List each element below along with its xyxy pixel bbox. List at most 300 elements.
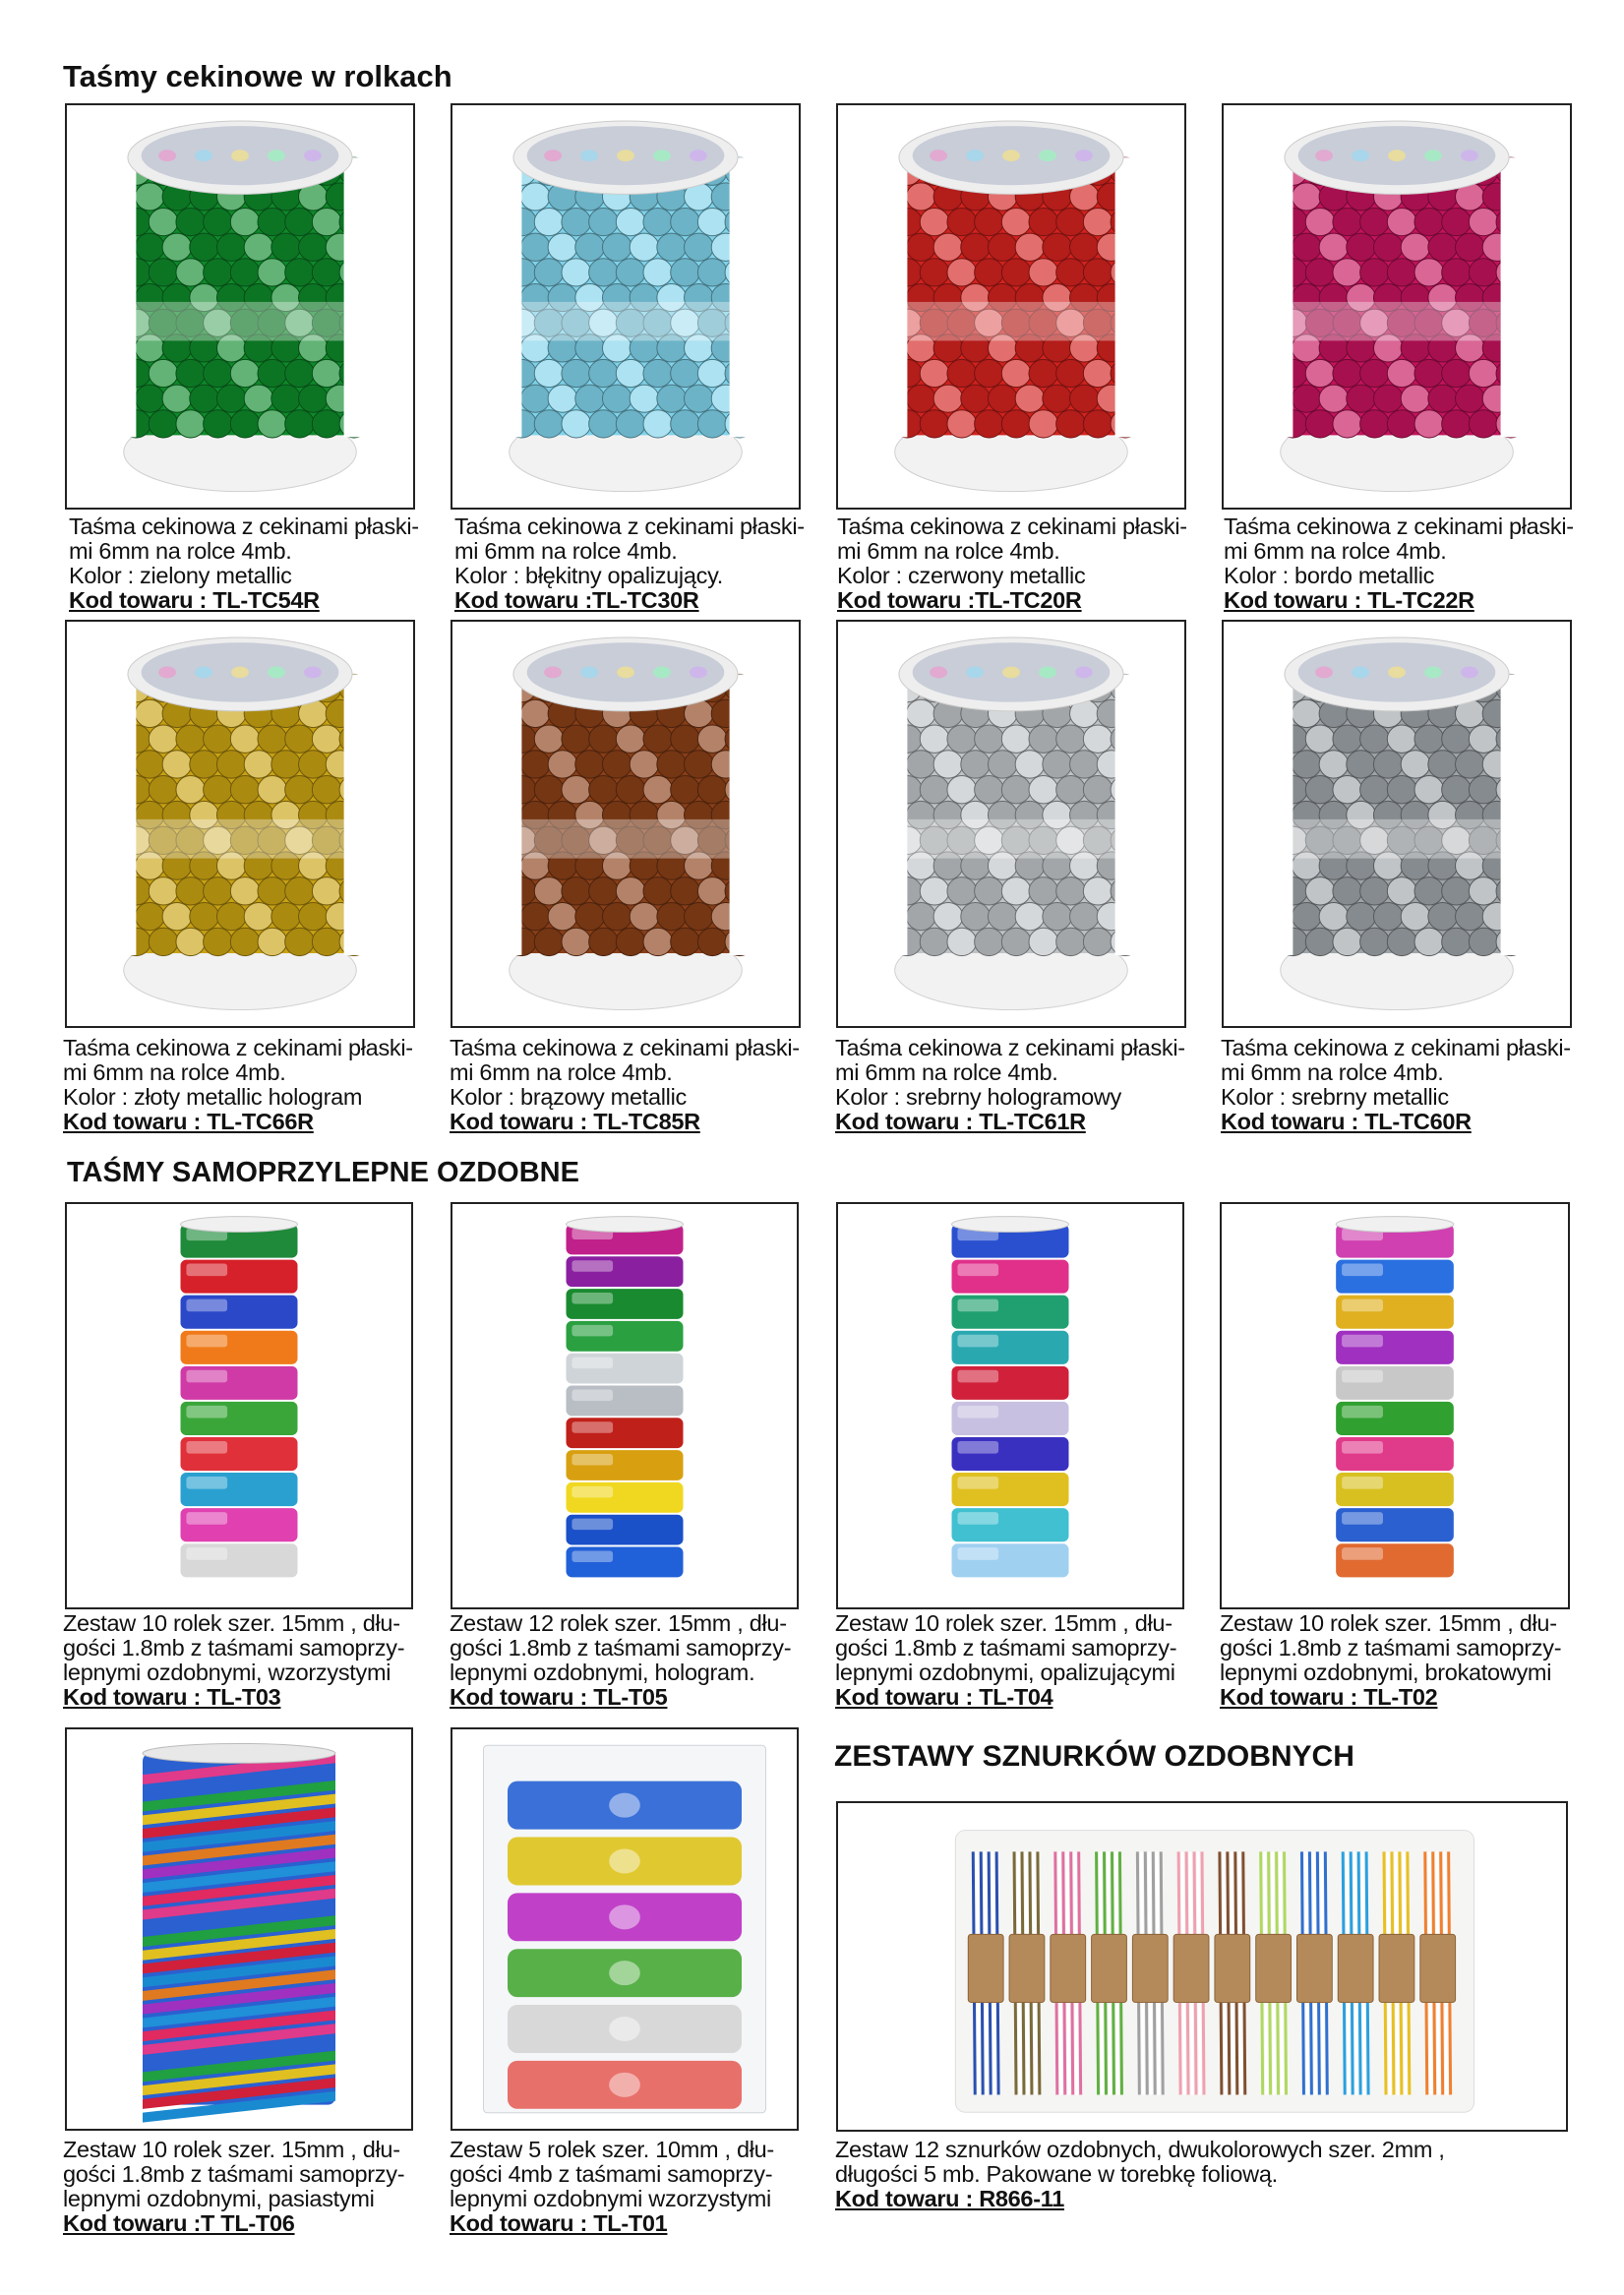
cardboard-spool bbox=[968, 1934, 1003, 2002]
sequin bbox=[671, 776, 700, 804]
sequin bbox=[671, 725, 700, 753]
product-photo bbox=[1220, 1202, 1570, 1609]
sequin bbox=[906, 233, 935, 261]
holo-spot bbox=[544, 667, 562, 679]
sequin bbox=[602, 751, 632, 778]
tube-cap bbox=[567, 1217, 684, 1233]
sequin bbox=[1305, 725, 1335, 753]
sequin bbox=[258, 928, 287, 955]
sequin bbox=[1043, 385, 1072, 412]
sequin bbox=[562, 359, 591, 387]
sequin bbox=[534, 410, 564, 438]
sequin bbox=[933, 751, 963, 778]
tape-pattern bbox=[609, 1904, 640, 1929]
holo-spot bbox=[617, 667, 634, 679]
sequin bbox=[1469, 359, 1498, 387]
sequin bbox=[285, 259, 315, 286]
sequin bbox=[162, 233, 192, 261]
sequin bbox=[1070, 233, 1100, 261]
sequin bbox=[630, 902, 659, 930]
cardboard-spool bbox=[1296, 1934, 1332, 2002]
sequin bbox=[657, 233, 687, 261]
sequin bbox=[685, 751, 714, 778]
tape-shine bbox=[1342, 1547, 1383, 1560]
string-skein bbox=[1420, 1851, 1456, 2094]
sequin bbox=[685, 385, 714, 412]
sequin bbox=[1083, 359, 1113, 387]
sequin bbox=[548, 902, 577, 930]
sequin bbox=[602, 902, 632, 930]
product-caption bbox=[835, 1611, 1176, 1710]
sequin bbox=[176, 359, 206, 387]
caption-line: mi 6mm na rolce 4mb. bbox=[69, 538, 292, 564]
film-band bbox=[136, 302, 343, 341]
tape-shine bbox=[571, 1421, 613, 1432]
tape-rolls-illustration bbox=[143, 1743, 335, 2122]
sequin bbox=[697, 725, 727, 753]
sequin bbox=[616, 776, 645, 804]
holo-spot bbox=[930, 667, 947, 679]
sequin bbox=[947, 928, 977, 955]
sequin-spool-illustration bbox=[452, 637, 799, 1010]
sequin bbox=[285, 928, 315, 955]
sequin bbox=[190, 233, 219, 261]
tape-shine bbox=[186, 1264, 227, 1277]
sequin bbox=[520, 699, 550, 727]
sequin bbox=[1001, 776, 1031, 804]
holo-spot bbox=[1352, 150, 1369, 161]
product-code: Kod towaru : TL-TC61R bbox=[835, 1109, 1086, 1134]
string-skein bbox=[1009, 1851, 1045, 2094]
sequin bbox=[947, 410, 977, 438]
caption-line: mi 6mm na rolce 4mb. bbox=[1221, 1059, 1444, 1085]
holo-spot bbox=[1388, 150, 1406, 161]
sequin bbox=[534, 928, 564, 955]
holo-spot bbox=[304, 667, 322, 679]
sequin bbox=[643, 359, 673, 387]
sequin bbox=[1414, 208, 1444, 235]
sequin bbox=[697, 410, 727, 438]
tape-shine bbox=[186, 1299, 227, 1312]
caption-line: Taśma cekinowa z cekinami płaski- bbox=[69, 513, 419, 539]
film-band bbox=[136, 819, 343, 859]
sequin bbox=[1292, 699, 1321, 727]
tube-cap bbox=[1336, 1217, 1454, 1233]
caption-line: Kolor : bordo metallic bbox=[1224, 563, 1435, 588]
holo-spot bbox=[304, 150, 322, 161]
tape-shine bbox=[1342, 1335, 1383, 1348]
sequin bbox=[1347, 385, 1376, 412]
product-caption bbox=[450, 2138, 774, 2236]
sequin bbox=[149, 725, 178, 753]
holo-spot bbox=[1315, 150, 1333, 161]
sequin bbox=[1456, 751, 1485, 778]
sequin bbox=[230, 359, 260, 387]
tape-shine bbox=[957, 1299, 998, 1312]
caption-line: lepnymi ozdobnymi, brokatowymi bbox=[1220, 1660, 1552, 1685]
string-skeins-illustration bbox=[955, 1831, 1474, 2113]
caption-line: gości 4mb z taśmami samoprzy- bbox=[450, 2161, 773, 2187]
sequin bbox=[975, 259, 1004, 286]
sequin bbox=[548, 751, 577, 778]
product-code: Kod towaru : TL-T03 bbox=[63, 1684, 281, 1710]
sequin bbox=[1333, 259, 1362, 286]
sequin bbox=[1428, 233, 1458, 261]
sequin bbox=[149, 359, 178, 387]
caption-line: lepnymi ozdobnymi wzorzystymi bbox=[450, 2186, 771, 2211]
sequin bbox=[176, 725, 206, 753]
caption-line: długości 5 mb. Pakowane w torebkę foliową. bbox=[835, 2161, 1278, 2187]
sequin bbox=[1469, 725, 1498, 753]
tape-shine bbox=[571, 1519, 613, 1530]
sequin bbox=[534, 359, 564, 387]
sequin bbox=[1001, 208, 1031, 235]
sequin bbox=[947, 259, 977, 286]
sequin bbox=[285, 776, 315, 804]
sequin bbox=[1360, 359, 1390, 387]
sequin bbox=[204, 725, 233, 753]
product-code: Kod towaru :TL-TC20R bbox=[837, 587, 1082, 613]
sequin bbox=[589, 259, 619, 286]
caption-line: gości 1.8mb z taśmami samoprzy- bbox=[835, 1635, 1177, 1661]
sequin bbox=[1001, 410, 1031, 438]
sequin bbox=[1387, 725, 1416, 753]
sequin bbox=[230, 208, 260, 235]
sequin bbox=[1414, 928, 1444, 955]
sequin bbox=[312, 877, 341, 905]
sequin bbox=[271, 902, 301, 930]
tape-shine bbox=[1342, 1406, 1383, 1419]
sequin bbox=[697, 259, 727, 286]
sequin bbox=[602, 385, 632, 412]
sequin bbox=[961, 233, 991, 261]
product-photo bbox=[836, 103, 1186, 510]
tape-shine bbox=[186, 1477, 227, 1489]
sequin bbox=[1414, 359, 1444, 387]
caption-line: lepnymi ozdobnymi, pasiastymi bbox=[63, 2186, 375, 2211]
sequin-spool-illustration bbox=[67, 637, 413, 1010]
sequin bbox=[1360, 877, 1390, 905]
sequin bbox=[1083, 725, 1113, 753]
sequin bbox=[135, 233, 164, 261]
sequin bbox=[1456, 233, 1485, 261]
product-code: Kod towaru : TL-TC85R bbox=[450, 1109, 700, 1134]
film-band bbox=[1293, 302, 1500, 341]
string-skein bbox=[968, 1851, 1003, 2094]
sequin bbox=[1056, 877, 1086, 905]
product-code: Kod towaru : TL-T04 bbox=[835, 1684, 1053, 1710]
sequin bbox=[312, 259, 341, 286]
sequin bbox=[1029, 725, 1058, 753]
sequin bbox=[1292, 751, 1321, 778]
sequin bbox=[216, 902, 246, 930]
product-code: Kod towaru :T TL-T06 bbox=[63, 2210, 295, 2236]
sequin bbox=[204, 410, 233, 438]
sequin bbox=[1469, 208, 1498, 235]
sequin bbox=[299, 902, 329, 930]
caption-line: Taśma cekinowa z cekinami płaski- bbox=[837, 513, 1187, 539]
sequin bbox=[258, 776, 287, 804]
product-photo bbox=[451, 1202, 799, 1609]
sequin bbox=[906, 902, 935, 930]
sequin bbox=[975, 208, 1004, 235]
caption-line: gości 1.8mb z taśmami samoprzy- bbox=[63, 2161, 405, 2187]
sequin bbox=[947, 208, 977, 235]
sequin bbox=[933, 385, 963, 412]
sequin bbox=[1292, 233, 1321, 261]
sequin bbox=[135, 385, 164, 412]
caption-line: Kolor : srebrny hologramowy bbox=[835, 1084, 1121, 1110]
sequin bbox=[1333, 877, 1362, 905]
sequin bbox=[1319, 902, 1349, 930]
sequin bbox=[1043, 233, 1072, 261]
caption-line: gości 1.8mb z taśmami samoprzy- bbox=[1220, 1635, 1562, 1661]
sequin bbox=[258, 725, 287, 753]
sequin bbox=[1319, 233, 1349, 261]
sequin bbox=[920, 928, 949, 955]
sequin bbox=[1414, 725, 1444, 753]
sequin bbox=[1442, 928, 1472, 955]
caption-line: Taśma cekinowa z cekinami płaski- bbox=[63, 1035, 413, 1060]
sequin bbox=[1015, 233, 1045, 261]
tape-shine bbox=[186, 1441, 227, 1454]
cardboard-spool bbox=[1051, 1934, 1086, 2002]
sequin bbox=[616, 877, 645, 905]
sequin bbox=[1333, 410, 1362, 438]
sequin bbox=[589, 359, 619, 387]
film-band bbox=[907, 302, 1114, 341]
sequin bbox=[906, 699, 935, 727]
product-caption bbox=[835, 2138, 1445, 2211]
product-caption bbox=[63, 1611, 404, 1710]
section-title-strings: ZESTAWY SZNURKÓW OZDOBNYCH bbox=[834, 1740, 1354, 1773]
sequin bbox=[643, 877, 673, 905]
holo-spot bbox=[1461, 667, 1478, 679]
sequin bbox=[271, 385, 301, 412]
cardboard-spool bbox=[1420, 1934, 1456, 2002]
sequin-spool-illustration bbox=[1224, 121, 1570, 492]
product-code: Kod towaru : TL-T01 bbox=[450, 2210, 668, 2236]
sequin bbox=[1414, 259, 1444, 286]
holo-spot bbox=[231, 150, 249, 161]
tape-shine bbox=[186, 1512, 227, 1525]
tape-pattern bbox=[609, 2017, 640, 2041]
cardboard-spool bbox=[1009, 1934, 1045, 2002]
sequin bbox=[1083, 776, 1113, 804]
sequin bbox=[920, 259, 949, 286]
holo-spot bbox=[1039, 150, 1056, 161]
product-caption bbox=[1221, 1036, 1571, 1134]
caption-line: lepnymi ozdobnymi, opalizującymi bbox=[835, 1660, 1175, 1685]
sequin bbox=[1001, 359, 1031, 387]
caption-line: mi 6mm na rolce 4mb. bbox=[837, 538, 1060, 564]
sequin bbox=[204, 359, 233, 387]
sequin bbox=[1319, 751, 1349, 778]
sequin bbox=[988, 233, 1017, 261]
tape-shine bbox=[1342, 1512, 1383, 1525]
product-caption bbox=[69, 514, 419, 613]
film-band bbox=[521, 819, 729, 859]
sequin bbox=[520, 233, 550, 261]
caption-line: Kolor : złoty metallic hologram bbox=[63, 1084, 363, 1110]
caption-line: Kolor : błękitny opalizujący. bbox=[454, 563, 724, 588]
sequin bbox=[643, 776, 673, 804]
sequin bbox=[1056, 410, 1086, 438]
sequin bbox=[1083, 410, 1113, 438]
string-skein bbox=[1256, 1851, 1292, 2094]
sequin bbox=[1056, 928, 1086, 955]
sequin bbox=[1070, 902, 1100, 930]
holo-spot bbox=[1002, 150, 1020, 161]
product-caption bbox=[454, 514, 805, 613]
sequin bbox=[271, 233, 301, 261]
sequin bbox=[190, 751, 219, 778]
tape-rolls-illustration bbox=[567, 1217, 684, 1578]
sequin bbox=[1083, 928, 1113, 955]
sequin bbox=[575, 902, 605, 930]
film-band bbox=[907, 819, 1114, 859]
sequin bbox=[1387, 208, 1416, 235]
sequin bbox=[616, 725, 645, 753]
sequin bbox=[933, 902, 963, 930]
sequin bbox=[562, 776, 591, 804]
sequin bbox=[1015, 751, 1045, 778]
sequin bbox=[1001, 928, 1031, 955]
tape-rolls-illustration bbox=[181, 1217, 298, 1578]
sequin bbox=[312, 410, 341, 438]
sequin bbox=[616, 359, 645, 387]
sequin bbox=[1469, 877, 1498, 905]
sequin bbox=[1428, 902, 1458, 930]
sequin bbox=[258, 410, 287, 438]
holo-spot bbox=[268, 150, 285, 161]
product-photo bbox=[1222, 103, 1572, 510]
sequin bbox=[1387, 410, 1416, 438]
tape-shine bbox=[186, 1335, 227, 1348]
product-photo bbox=[1222, 620, 1572, 1028]
sequin bbox=[1083, 877, 1113, 905]
holo-spot bbox=[1388, 667, 1406, 679]
sequin bbox=[1333, 928, 1362, 955]
holo-spot bbox=[653, 150, 671, 161]
tape-shine bbox=[1342, 1299, 1383, 1312]
sequin bbox=[1056, 776, 1086, 804]
tape-shine bbox=[957, 1441, 998, 1454]
sequin bbox=[920, 208, 949, 235]
tape-shine bbox=[571, 1260, 613, 1271]
sequin bbox=[1029, 259, 1058, 286]
sequin bbox=[1387, 776, 1416, 804]
tape-shine bbox=[571, 1358, 613, 1368]
tape-shine bbox=[571, 1325, 613, 1336]
sequin bbox=[906, 385, 935, 412]
sequin bbox=[190, 902, 219, 930]
sequin bbox=[975, 410, 1004, 438]
sequin bbox=[204, 776, 233, 804]
tape-shine bbox=[957, 1335, 998, 1348]
holo-spot bbox=[1424, 150, 1442, 161]
section-title-tapes: TAŚMY SAMOPRZYLEPNE OZDOBNE bbox=[67, 1157, 579, 1188]
caption-line: Taśma cekinowa z cekinami płaski- bbox=[835, 1035, 1185, 1060]
sequin bbox=[230, 877, 260, 905]
tape-shine bbox=[957, 1264, 998, 1277]
sequin bbox=[230, 776, 260, 804]
tape-shine bbox=[186, 1406, 227, 1419]
sequin bbox=[1305, 877, 1335, 905]
product-photo bbox=[65, 620, 415, 1028]
product-code: Kod towaru : TL-TC54R bbox=[69, 587, 320, 613]
product-code: Kod towaru : TL-TC60R bbox=[1221, 1109, 1472, 1134]
holo-spot bbox=[1352, 667, 1369, 679]
sequin bbox=[1387, 259, 1416, 286]
product-photo bbox=[65, 1727, 413, 2131]
tape-shine bbox=[1342, 1370, 1383, 1383]
sequin bbox=[562, 208, 591, 235]
sequin bbox=[1333, 359, 1362, 387]
product-caption bbox=[450, 1036, 800, 1134]
caption-line: Zestaw 10 rolek szer. 15mm , dłu- bbox=[63, 1610, 400, 1636]
sequin bbox=[589, 208, 619, 235]
holo-spot bbox=[930, 150, 947, 161]
sequin bbox=[534, 776, 564, 804]
sequin bbox=[575, 751, 605, 778]
sequin bbox=[643, 928, 673, 955]
sequin bbox=[1360, 928, 1390, 955]
sequin bbox=[1442, 359, 1472, 387]
sequin bbox=[1029, 928, 1058, 955]
sequin bbox=[920, 359, 949, 387]
sequin bbox=[1414, 410, 1444, 438]
sequin bbox=[1347, 233, 1376, 261]
caption-line: Kolor : brązowy metallic bbox=[450, 1084, 687, 1110]
product-caption bbox=[63, 1036, 413, 1134]
tape-pattern bbox=[609, 1793, 640, 1818]
sequin bbox=[548, 233, 577, 261]
caption-line: gości 1.8mb z taśmami samoprzy- bbox=[63, 1635, 405, 1661]
holo-spot bbox=[158, 150, 176, 161]
tape-shine bbox=[957, 1406, 998, 1419]
sequin bbox=[697, 208, 727, 235]
sequin bbox=[230, 259, 260, 286]
caption-line: Zestaw 12 sznurków ozdobnych, dwukolorowych szer. 2mm , bbox=[835, 2137, 1445, 2162]
sequin bbox=[162, 385, 192, 412]
film-band bbox=[1293, 819, 1500, 859]
caption-line: mi 6mm na rolce 4mb. bbox=[454, 538, 678, 564]
sequin bbox=[697, 776, 727, 804]
sequin bbox=[589, 877, 619, 905]
sequin bbox=[285, 725, 315, 753]
sequin bbox=[947, 776, 977, 804]
product-photo bbox=[836, 620, 1186, 1028]
sequin bbox=[299, 385, 329, 412]
sequin bbox=[1056, 359, 1086, 387]
sequin bbox=[285, 359, 315, 387]
sequin bbox=[299, 233, 329, 261]
sequin bbox=[1360, 776, 1390, 804]
sequin bbox=[1387, 928, 1416, 955]
holo-spot bbox=[1039, 667, 1056, 679]
sequin bbox=[1083, 259, 1113, 286]
sequin bbox=[230, 928, 260, 955]
film-band bbox=[521, 302, 729, 341]
holo-spot bbox=[195, 150, 212, 161]
product-caption bbox=[1220, 1611, 1561, 1710]
sequin bbox=[1292, 902, 1321, 930]
tape-shine bbox=[957, 1477, 998, 1489]
tape-shine bbox=[571, 1454, 613, 1465]
sequin bbox=[1414, 776, 1444, 804]
sequin bbox=[643, 725, 673, 753]
